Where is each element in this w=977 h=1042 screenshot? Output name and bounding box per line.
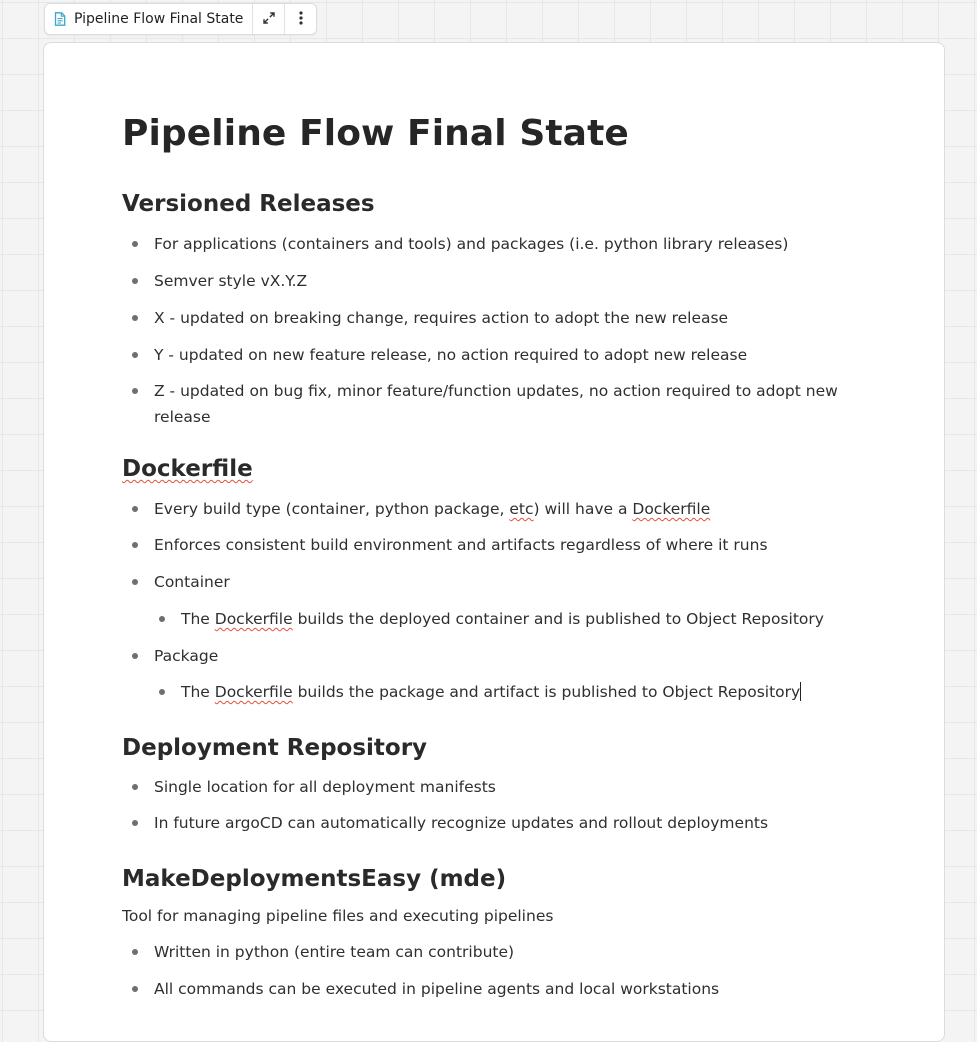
bullet xyxy=(132,388,138,394)
list-item-text-part: The xyxy=(181,610,215,628)
text-cursor xyxy=(800,682,801,701)
list-item-text: All commands can be executed in pipeline agents and local workstations xyxy=(154,980,720,998)
list-item[interactable] xyxy=(154,810,768,836)
bullet xyxy=(132,241,138,247)
heading-deployment-repository[interactable]: Deployment Repository xyxy=(122,735,428,761)
list-item-text: Container xyxy=(154,573,230,591)
list-item-text: Z - updated on bug fix, minor feature/function updates, no action required to adopt new xyxy=(154,382,838,400)
bullet xyxy=(132,579,138,585)
bullet xyxy=(159,616,165,622)
list-item[interactable] xyxy=(154,342,747,368)
spellcheck-word: Dockerfile xyxy=(214,683,293,701)
list-item-text-part: The xyxy=(181,683,215,701)
bullet xyxy=(159,689,165,695)
list-item-text-part: Every build type (container, python package, xyxy=(154,500,510,518)
list-item-text: Semver style vX.Y.Z xyxy=(154,272,308,290)
spellcheck-word: Dockerfile xyxy=(214,610,293,628)
expand-button[interactable] xyxy=(252,4,284,34)
list-item-text-part: ) will have a xyxy=(533,500,633,518)
heading-versioned-releases[interactable]: Versioned Releases xyxy=(122,191,375,217)
paragraph[interactable]: Tool for managing pipeline files and executing pipelines xyxy=(122,907,554,925)
list-item-continuation[interactable] xyxy=(154,404,211,430)
list-item[interactable] xyxy=(154,378,838,404)
document-tab-title: Pipeline Flow Final State xyxy=(74,11,244,27)
more-vertical-icon xyxy=(299,10,303,29)
list-item[interactable] xyxy=(154,268,307,294)
list-item-text-part: builds the package and artifact is published to Object Repository xyxy=(292,683,801,701)
list-item[interactable] xyxy=(154,532,768,558)
list-item-text: X - updated on breaking change, requires action to adopt the new release xyxy=(154,309,729,327)
list-item-text: Y - updated on new feature release, no action required to adopt new release xyxy=(154,346,748,364)
list-item[interactable] xyxy=(154,496,710,522)
more-options-button[interactable] xyxy=(284,4,316,34)
list-item[interactable] xyxy=(154,774,496,800)
list-item[interactable] xyxy=(154,643,218,669)
list-item-text: Written in python (entire team can contribute) xyxy=(154,943,515,961)
list-item-text: release xyxy=(154,408,211,426)
list-item-text: Package xyxy=(154,647,219,665)
list-item-text-part: builds the deployed container and is published to Object Repository xyxy=(292,610,824,628)
document-icon xyxy=(54,12,66,26)
bullet xyxy=(132,352,138,358)
bullet xyxy=(132,278,138,284)
bullet xyxy=(132,986,138,992)
document-title[interactable]: Pipeline Flow Final State xyxy=(122,113,629,154)
list-item[interactable] xyxy=(154,305,728,331)
bullet xyxy=(132,315,138,321)
document-tab-title-button[interactable] xyxy=(45,4,252,34)
bullet xyxy=(132,784,138,790)
list-item-text: In future argoCD can automatically recognize updates and rollout deployments xyxy=(154,814,769,832)
heading-make-deployments-easy[interactable]: MakeDeploymentsEasy (mde) xyxy=(122,866,507,892)
bullet xyxy=(132,820,138,826)
list-item-text: Enforces consistent build environment and artifacts regardless of where it runs xyxy=(154,536,768,554)
spellcheck-word: Dockerfile xyxy=(122,456,253,482)
bullet xyxy=(132,506,138,512)
nested-list-item[interactable] xyxy=(181,679,801,705)
bullet xyxy=(132,542,138,548)
document-card xyxy=(43,42,945,1042)
list-item-text: For applications (containers and tools) and packages (i.e. python library releases) xyxy=(154,235,789,253)
list-item[interactable] xyxy=(154,939,514,965)
spellcheck-word: Dockerfile xyxy=(632,500,711,518)
bullet xyxy=(132,653,138,659)
list-item[interactable] xyxy=(154,976,719,1002)
list-item-text: Single location for all deployment manifests xyxy=(154,778,496,796)
spellcheck-word: etc xyxy=(509,500,534,518)
expand-icon xyxy=(262,10,276,29)
list-item[interactable] xyxy=(154,231,788,257)
heading-dockerfile[interactable] xyxy=(122,456,253,482)
nested-list-item[interactable] xyxy=(181,606,824,632)
list-item[interactable] xyxy=(154,569,230,595)
bullet xyxy=(132,949,138,955)
document-tab xyxy=(44,3,317,35)
